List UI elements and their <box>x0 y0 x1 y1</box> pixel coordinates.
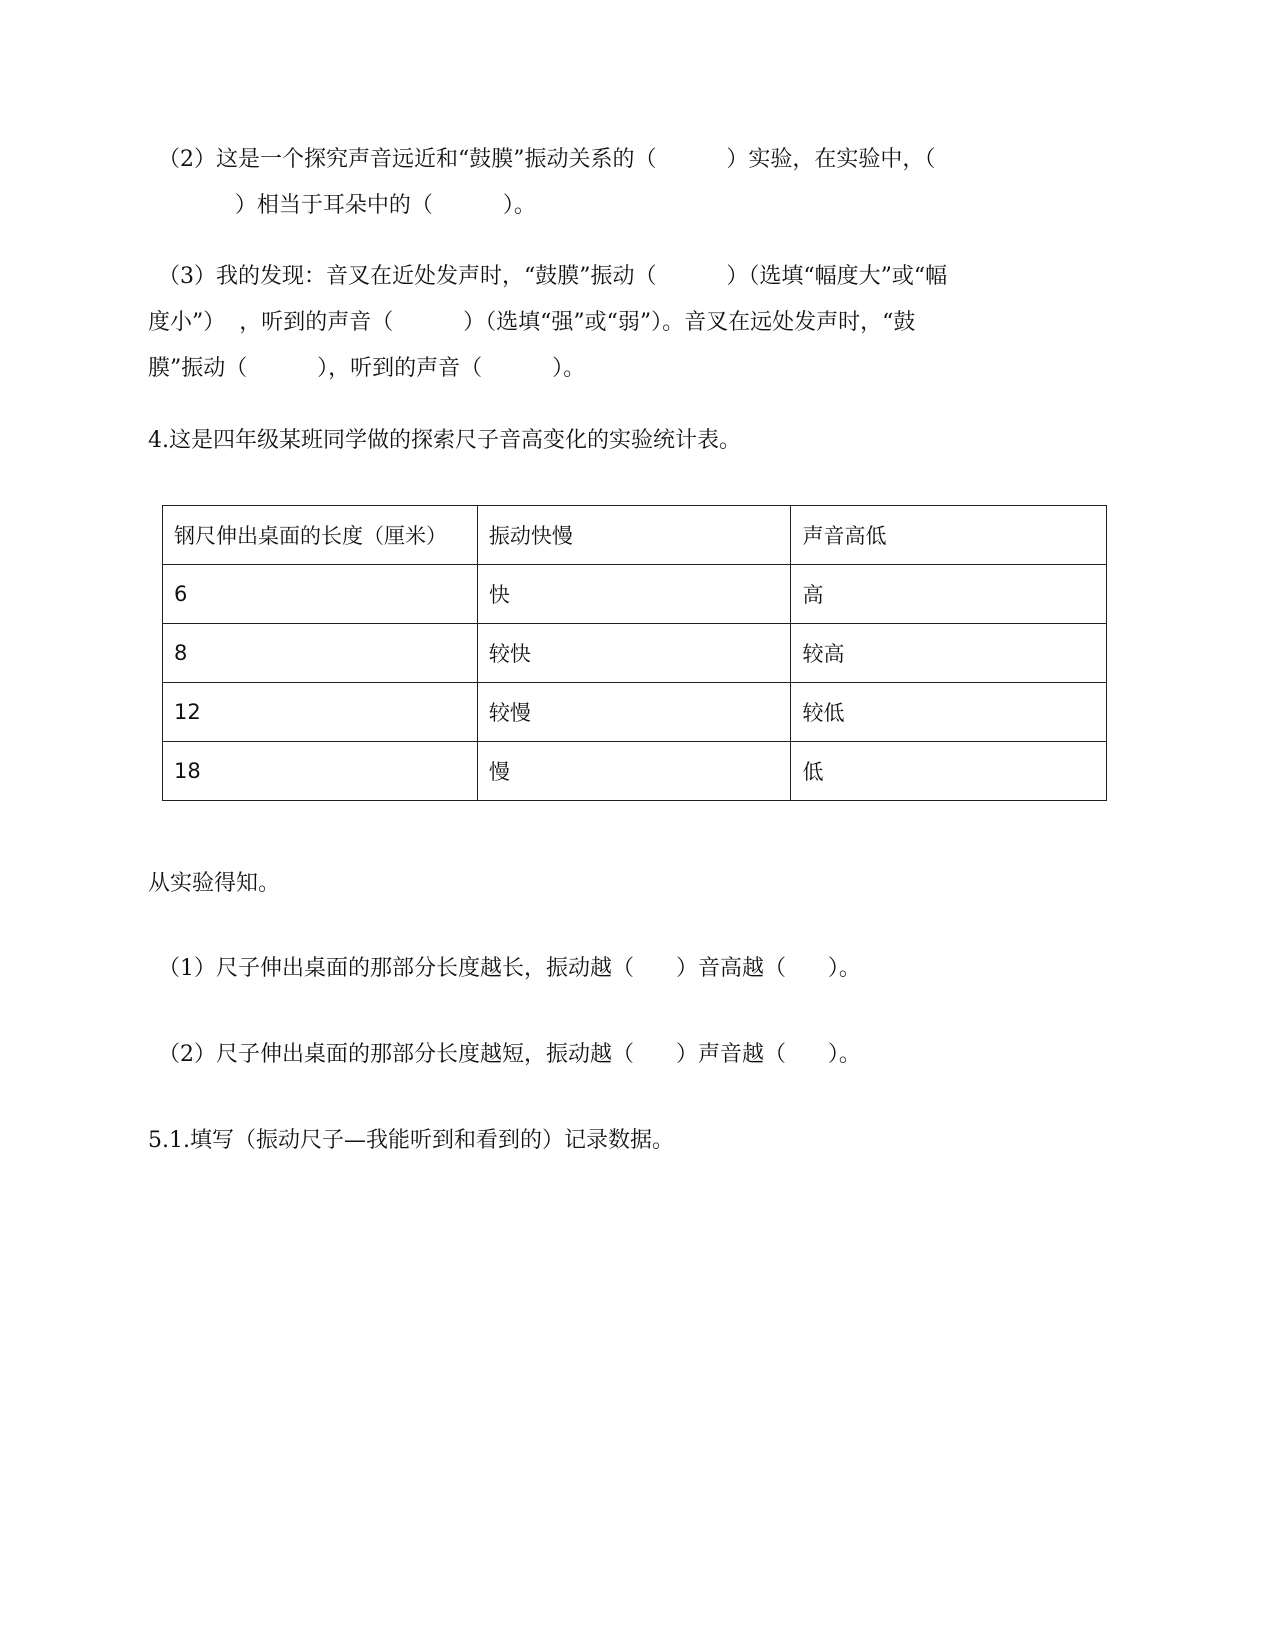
table-cell: 较慢 <box>477 683 791 742</box>
table-row <box>163 683 1107 742</box>
table-cell: 6 <box>163 565 478 624</box>
question-3-2-line-1: （2）这是一个探究声音远近和“鼓膜”振动关系的（ ）实验，在实验中，（ <box>158 147 936 172</box>
table-cell: 8 <box>163 624 478 683</box>
table-header-cell: 振动快慢 <box>477 506 791 565</box>
question-4-intro: 4.这是四年级某班同学做的探索尺子音高变化的实验统计表。 <box>148 428 741 453</box>
table-cell: 快 <box>477 565 791 624</box>
table-header-cell: 声音高低 <box>791 506 1107 565</box>
question-3-3-line-2: 度小”） ，听到的声音（ ）（选填“强”或“弱”）。音叉在远处发声时，“鼓 <box>148 310 916 335</box>
table-cell: 较低 <box>791 683 1107 742</box>
table-header-cell: 钢尺伸出桌面的长度（厘米） <box>163 506 478 565</box>
table-row <box>163 565 1107 624</box>
table-header-row <box>163 506 1107 565</box>
table-cell: 高 <box>791 565 1107 624</box>
table-cell: 18 <box>163 742 478 801</box>
table-cell: 较高 <box>791 624 1107 683</box>
ruler-pitch-table <box>162 505 1107 801</box>
question-4-item-2: （2）尺子伸出桌面的那部分长度越短，振动越（ ）声音越（ ）。 <box>158 1042 861 1067</box>
table-cell: 较快 <box>477 624 791 683</box>
question-4-conclusion: 从实验得知。 <box>148 871 281 896</box>
question-3-3-line-1: （3）我的发现：音叉在近处发声时，“鼓膜”振动（ ）（选填“幅度大”或“幅 <box>158 264 948 289</box>
table-cell: 12 <box>163 683 478 742</box>
question-3-2-line-2: ）相当于耳朵中的（ ）。 <box>158 193 536 218</box>
question-5-prompt: 5.1.填写（振动尺子—我能听到和看到的）记录数据。 <box>148 1128 674 1153</box>
table-row <box>163 742 1107 801</box>
question-4-item-1: （1）尺子伸出桌面的那部分长度越长，振动越（ ）音高越（ ）。 <box>158 956 861 981</box>
table-row <box>163 624 1107 683</box>
table-cell: 慢 <box>477 742 791 801</box>
table-cell: 低 <box>791 742 1107 801</box>
question-3-3-line-3: 膜”振动（ ），听到的声音（ ）。 <box>148 356 586 381</box>
